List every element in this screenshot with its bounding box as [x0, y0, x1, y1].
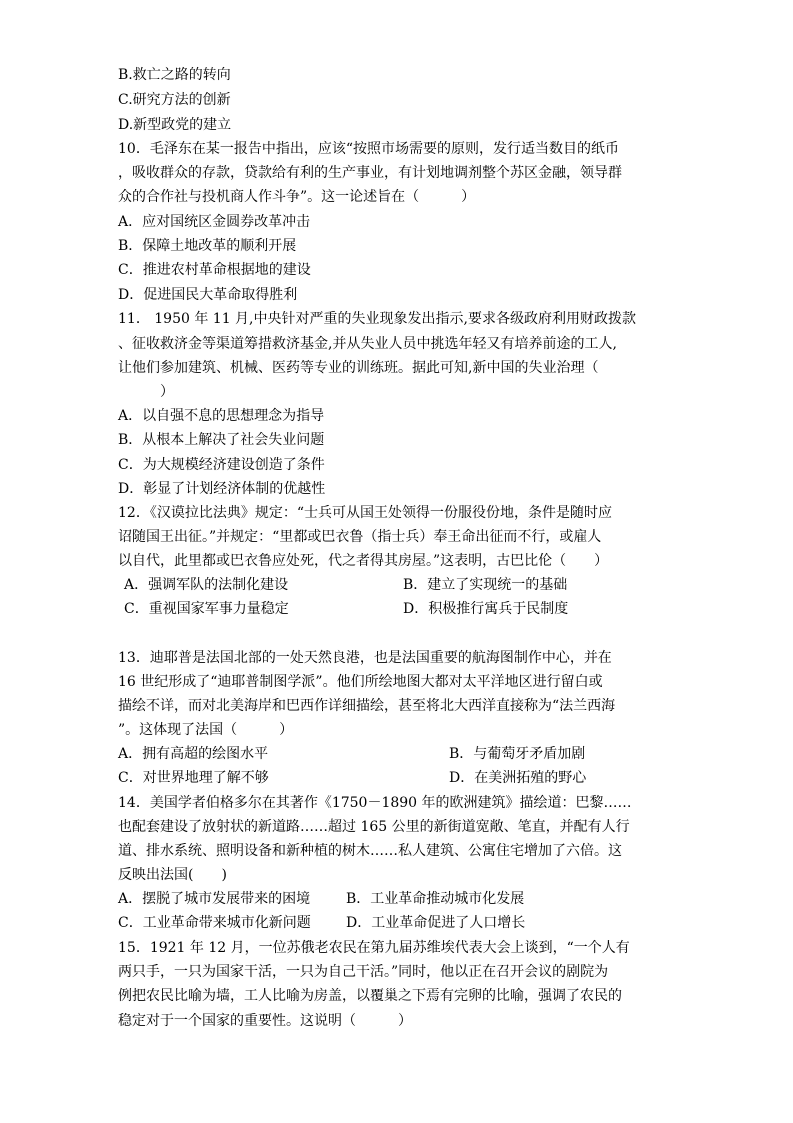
q15-stem-line2: 两只手，一只为国家干活，一只为自己干活。”同时，他以正在召开会议的剧院为 — [118, 964, 609, 980]
q11-option-d: D．彰显了计划经济体制的优越性 — [118, 481, 326, 497]
q10-option-d: D．促进国民大革命取得胜利 — [118, 287, 298, 303]
q12-stem-line3: 以自代，此里都或巴衣鲁应处死，代之者得其房屋。”这表明，古巴比伦（ ） — [118, 553, 609, 569]
q15-stem-line3: 例把农民比喻为墙，工人比喻为房盖，以覆巢之下焉有完卵的比喻，强调了农民的 — [118, 988, 622, 1004]
q12-option-a: A．强调军队的法制化建设 — [124, 577, 289, 593]
q13-stem-line3: 描绘不详，而对北美海岸和巴西作详细描绘，甚至将北大西洋直接称为“法兰西海 — [118, 698, 616, 714]
q14-option-c: C．工业革命带来城市化新问题 — [118, 915, 311, 931]
q13-option-d: D．在美洲拓殖的野心 — [449, 770, 587, 786]
q11-option-a: A．以自强不息的思想理念为指导 — [118, 408, 325, 424]
q14-option-a: A．摆脱了城市发展带来的困境 — [118, 891, 311, 907]
q12-option-b: B．建立了实现统一的基础 — [403, 577, 568, 593]
q14-stem-line3: 道、排水系统、照明设备和新种植的树木……私人建筑、公寓住宅增加了六倍。这 — [118, 843, 622, 859]
q13-option-b: B．与葡萄牙矛盾加剧 — [449, 746, 586, 762]
q13-option-a: A．拥有高超的绘图水平 — [118, 746, 269, 762]
q12-option-d: D．积极推行寓兵于民制度 — [403, 601, 569, 617]
q10-option-a: A．应对国统区金圆券改革冲击 — [118, 214, 311, 230]
q11-stem-line3: 让他们参加建筑、机械、医药等专业的训练班。据此可知,新中国的失业治理（ — [118, 360, 599, 376]
q12-stem-line1: 12．《汉谟拉比法典》规定：“士兵可从国王处领得一份服役份地，条件是随时应 — [118, 505, 612, 521]
q10-stem-line2: ，吸收群众的存款，贷款给有利的生产事业，有计划地调剂整个苏区金融，领导群 — [118, 165, 622, 181]
q11-option-b: B．从根本上解决了社会失业问题 — [118, 432, 325, 448]
q9-option-d: D.新型政党的建立 — [118, 117, 232, 133]
q13-stem-line4: ”。这体现了法国（ ） — [118, 722, 294, 738]
q12-stem-line2: 诏随国王出征。”并规定：“里都或巴衣鲁（指士兵）奉王命出征而不行，或雇人 — [118, 529, 602, 545]
q13-option-c: C．对世界地理了解不够 — [118, 770, 269, 786]
q10-stem-line1: 10．毛泽东在某一报告中指出，应该“按照市场需要的原则，发行适当数目的纸币 — [118, 141, 619, 157]
q15-stem-line4: 稳定对于一个国家的重要性。这说明（ ） — [118, 1013, 412, 1029]
q14-stem-line1: 14．美国学者伯格多尔在其著作《1750－1890 年的欧洲建筑》描绘道：巴黎…… — [118, 795, 632, 811]
q14-stem-line4: 反映出法国( ) — [118, 867, 227, 883]
q14-stem-line2: 也配套建设了放射状的新道路……超过 165 公里的新街道宽敞、笔直，并配有人行 — [118, 819, 630, 835]
q9-option-b: B.救亡之路的转向 — [118, 67, 231, 83]
q13-stem-line1: 13．迪耶普是法国北部的一处天然良港，也是法国重要的航海图制作中心，并在 — [118, 650, 612, 666]
q10-option-b: B．保障土地改革的顺利开展 — [118, 238, 297, 254]
q11-stem-line2: 、征收救济金等渠道筹措救济基金,并从失业人员中挑选年轻又有培养前途的工人, — [118, 336, 617, 352]
q13-stem-line2: 16 世纪形成了“迪耶普制图学派”。他们所绘地图大都对太平洋地区进行留白或 — [118, 674, 603, 690]
q12-option-c: C．重视国家军事力量稳定 — [124, 601, 289, 617]
q11-stem-line4: ） — [118, 384, 174, 400]
q9-option-c: C.研究方法的创新 — [118, 92, 231, 108]
q11-option-c: C．为大规模经济建设创造了条件 — [118, 457, 325, 473]
q10-option-c: C．推进农村革命根据地的建设 — [118, 262, 311, 278]
q11-stem-line1: 11． 1950 年 11 月,中央针对严重的失业现象发出指示,要求各级政府利用财政拨款 — [118, 311, 636, 327]
q14-option-b: B．工业革命推动城市化发展 — [346, 891, 525, 907]
q15-stem-line1: 15．1921 年 12 月，一位苏俄老农民在第九届苏维埃代表大会上谈到，“一个人有 — [118, 940, 630, 956]
q10-stem-line3: 众的合作社与投机商人作斗争”。这一论述旨在（ ） — [118, 189, 476, 205]
q14-option-d: D．工业革命促进了人口增长 — [346, 915, 526, 931]
